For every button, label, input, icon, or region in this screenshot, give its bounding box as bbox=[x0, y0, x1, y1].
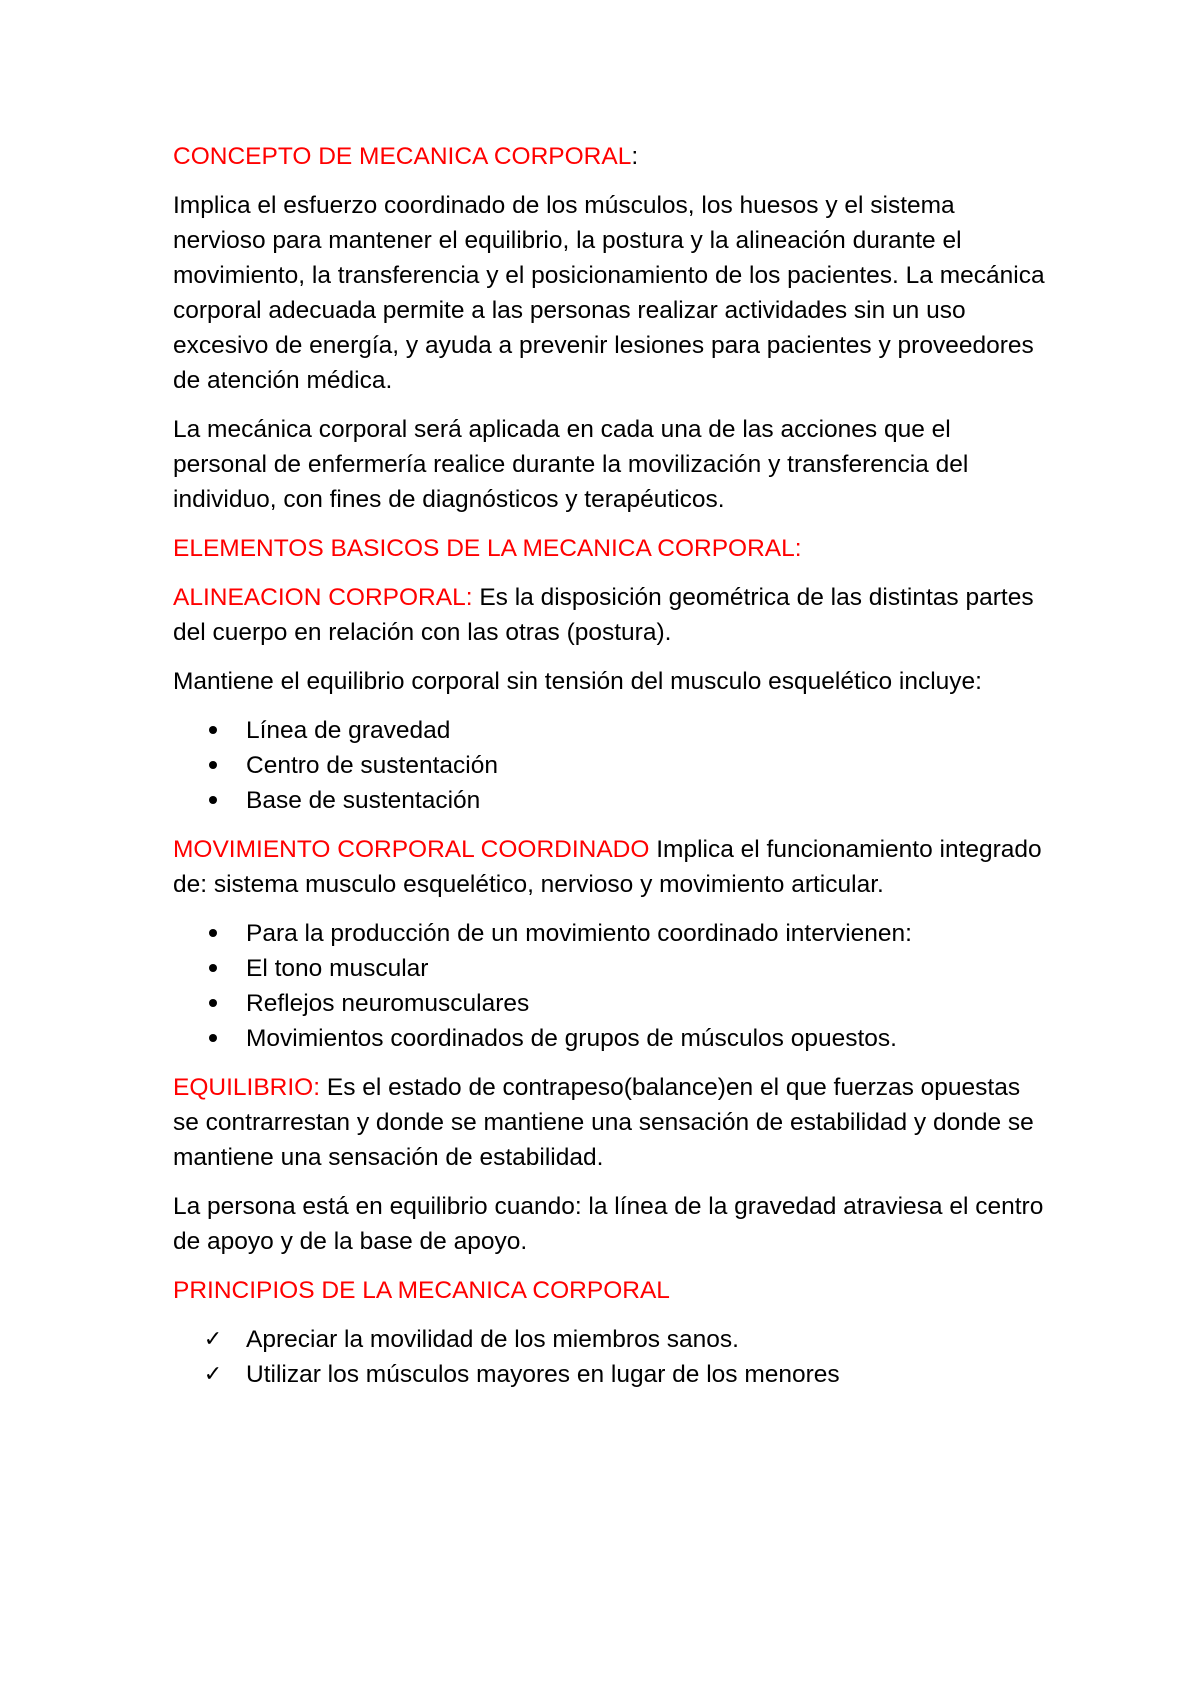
paragraph-aplicacion: La mecánica corporal será aplicada en cada una de las acciones que el personal de enfermería realice durante la movilización y transferencia del individuo, con fines de diagnósticos y terapéuticos. bbox=[173, 416, 969, 513]
list-principios bbox=[173, 1322, 1050, 1392]
list-item bbox=[173, 1322, 1050, 1357]
paragraph-alineacion bbox=[173, 580, 1050, 650]
list-item bbox=[173, 916, 1050, 951]
bullet-dot-icon bbox=[203, 713, 223, 748]
list-item-text: Base de sustentación bbox=[246, 787, 481, 814]
list-item bbox=[173, 748, 1050, 783]
list-item-text: El tono muscular bbox=[246, 955, 429, 982]
checkmark-icon: ✓ bbox=[203, 1362, 223, 1387]
alineacion-text: Es la disposición geométrica de las distintas partes del cuerpo en relación con las otras (postura). bbox=[173, 584, 1034, 646]
paragraph-mantiene: Mantiene el equilibrio corporal sin tensión del musculo esquelético incluye: bbox=[173, 668, 982, 695]
paragraph-equilibrio bbox=[173, 1070, 1050, 1175]
heading-concepto bbox=[173, 139, 1050, 174]
equilibrio-text: Es el estado de contrapeso(balance)en el que fuerzas opuestas se contrarrestan y donde se mantiene una sensación de estabilidad y donde se mantiene una sensación de estabilidad. bbox=[173, 1074, 1034, 1171]
list-item-text: Reflejos neuromusculares bbox=[246, 990, 530, 1017]
list-item bbox=[173, 986, 1050, 1021]
bullet-dot-icon bbox=[203, 783, 223, 818]
bullet-dot-icon bbox=[203, 1021, 223, 1056]
list-item bbox=[173, 1021, 1050, 1056]
list-movimiento bbox=[173, 916, 1050, 1056]
list-alineacion bbox=[173, 713, 1050, 818]
movimiento-text: Implica el funcionamiento integrado de: sistema musculo esquelético, nervioso y movimiento articular. bbox=[173, 836, 1042, 898]
list-item-text: Apreciar la movilidad de los miembros sanos. bbox=[246, 1326, 739, 1353]
paragraph-movimiento bbox=[173, 832, 1050, 902]
heading-concepto-text: CONCEPTO DE MECANICA CORPORAL bbox=[173, 143, 632, 170]
alineacion-label: ALINEACION CORPORAL: bbox=[173, 584, 473, 611]
list-item bbox=[173, 783, 1050, 818]
list-item bbox=[173, 951, 1050, 986]
bullet-dot-icon bbox=[203, 748, 223, 783]
list-item-text: Para la producción de un movimiento coordinado intervienen: bbox=[246, 920, 912, 947]
list-item-text: Centro de sustentación bbox=[246, 752, 498, 779]
equilibrio-label: EQUILIBRIO: bbox=[173, 1074, 321, 1101]
list-item bbox=[173, 713, 1050, 748]
bullet-dot-icon bbox=[203, 951, 223, 986]
bullet-dot-icon bbox=[203, 986, 223, 1021]
list-item-text: Línea de gravedad bbox=[246, 717, 451, 744]
list-item-text: Utilizar los músculos mayores en lugar de los menores bbox=[246, 1361, 840, 1388]
paragraph-persona-equilibrio: La persona está en equilibrio cuando: la línea de la gravedad atraviesa el centro de apoyo y de la base de apoyo. bbox=[173, 1193, 1044, 1255]
heading-elementos-basicos: ELEMENTOS BASICOS DE LA MECANICA CORPORAL: bbox=[173, 535, 802, 562]
heading-principios: PRINCIPIOS DE LA MECANICA CORPORAL bbox=[173, 1277, 670, 1304]
paragraph-concepto: Implica el esfuerzo coordinado de los músculos, los huesos y el sistema nervioso para mantener el equilibrio, la postura y la alineación durante el movimiento, la transferencia y el posicionamiento de los pacientes. La mecánica corporal adecuada permite a las personas realizar actividades sin un uso excesivo de energía, y ayuda a prevenir lesiones para pacientes y proveedores de atención médica. bbox=[173, 192, 1045, 394]
checkmark-icon: ✓ bbox=[203, 1327, 223, 1352]
list-item-text: Movimientos coordinados de grupos de músculos opuestos. bbox=[246, 1025, 897, 1052]
movimiento-label: MOVIMIENTO CORPORAL COORDINADO bbox=[173, 836, 650, 863]
document-body bbox=[173, 139, 1050, 1392]
heading-concepto-colon: : bbox=[631, 143, 639, 170]
bullet-dot-icon bbox=[203, 916, 223, 951]
list-item bbox=[173, 1357, 1050, 1392]
